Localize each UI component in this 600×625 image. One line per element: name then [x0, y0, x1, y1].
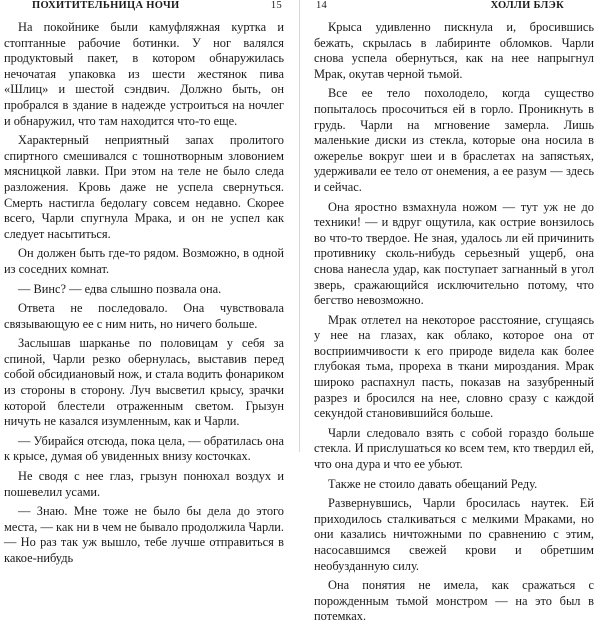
- right-page-header: [314, 0, 594, 14]
- paragraph: На покойнике были камуфляжная куртка и стоптанные рабочие ботинки. У ног валялся продуктовый пакет, в котором обнаружилась нечочатая упаковка из шести жестянок пива «Шлиц» и шестой сэндвич. Должно быть, он пробрался в здание в надежде устроиться на ночлег и обнаружил, что там находится что-то еще.: [4, 20, 284, 128]
- paragraph: Заслышав шарканье по половицам у себя за спиной, Чарли резко обернулась, выставив перед собой обсидиановый нож, и стала водить фонариком из стороны в сторону. Луч высветил крысу, зрачки которой блестели отраженным светом. Грызун ничуть не казался изумленным, как и Чарли.: [4, 336, 284, 429]
- paragraph: Она понятия не имела, как сражаться с порожденным тьмой монстром — на это был в потемках.: [314, 578, 594, 624]
- paragraph: Ответа не последовало. Она чувствовала связывающую ее с ним нить, но ничего больше.: [4, 301, 284, 331]
- right-page: [300, 0, 600, 624]
- paragraph: — Винс? — едва слышно позвала она.: [18, 281, 222, 296]
- right-page-text: [314, 20, 594, 625]
- paragraph: Все ее тело похолодело, когда существо попыталось просочиться ей в горло. Проникнуть в грудь. Чарли на мгновение замерла. Лишь маленькие диски из стекла, которые она носила в ожерелье вокруг шеи и в браслетах на запястьях, удерживали ее тело от онемения, а ее разум — здесь и сейчас.: [314, 86, 594, 194]
- paragraph: Характерный неприятный запах пролитого спиртного смешивался с тошнотворным зловонием мясницкой лавки. При этом на теле не было следа разложения. Кровь даже не успела свернуться. Смерть настигла бедолагу совсем недавно. Скорее всего, Чарли спугнула Мрака, и он не успел как следует насытиться.: [4, 133, 284, 241]
- paragraph: Развернувшись, Чарли бросилась наутек. Ей приходилось сталкиваться с мелкими Мраками, но они казались ничтожными по сравнению с этим, насосавшимся свежей крови и обретшим необузданную силу.: [314, 496, 594, 573]
- paragraph: — Убирайся отсюда, пока цела, — обратилась она к крысе, думая об увиденных внизу косточках.: [4, 433, 284, 464]
- paragraph: Крыса удивленно пискнула и, бросившись бежать, скрылась в лабиринте обломков. Чарли снова успела обернуться, как на нее напрыгнул Мрак, окутав черной тьмой.: [314, 20, 594, 81]
- paragraph: — Знаю. Мне тоже не было бы дела до этого места, — как ни в чем не бывало продолжила Чарли. — Но раз так уж вышло, тебе лучше отправиться в какое-нибудь: [4, 504, 284, 565]
- page-number: 15: [270, 0, 282, 11]
- page-number: 14: [316, 0, 328, 11]
- paragraph: Также не стоило давать обещаний Реду.: [328, 476, 538, 491]
- left-page-header: [4, 0, 284, 14]
- running-title: ПОХИТИТЕЛЬНИЦА НОЧИ: [32, 0, 180, 11]
- paragraph: Чарли следовало взять с собой гораздо больше стекла. И прислушаться ко всем тем, кто твердил ей, что она дура и что ее убьют.: [314, 425, 594, 472]
- paragraph: Он должен быть где-то рядом. Возможно, в одной из соседних комнат.: [4, 246, 284, 276]
- paragraph: Не сводя с нее глаз, грызун понюхал воздух и пошевелил усами.: [4, 469, 284, 499]
- paragraph: Мрак отлетел на некоторое расстояние, сгущаясь у нее на глазах, как облако, которое она от восприимчивости к его природе видела как более глубокая тьма, прореха в ткани мироздания. Мрак широко распахнул пасть, показав на зазубренный разрез и бросился на нее, словно сразу с каждой секундой становившийся больше.: [314, 312, 594, 421]
- paragraph: Она яростно взмахнула ножом — тут уж не до техники! — и вдруг ощутила, как острие вонзилось во что-то твердое. Не зная, удалось ли ей причинить противнику сколь-нибудь серьезный ущерб, она снова нанесла удар, как поступает загнанный в угол зверь, сражающийся исключительно потому, что бегство невозможно.: [314, 199, 594, 308]
- left-page: [0, 0, 300, 565]
- left-page-text: [4, 20, 284, 567]
- running-title: ХОЛЛИ БЛЭК: [490, 0, 564, 11]
